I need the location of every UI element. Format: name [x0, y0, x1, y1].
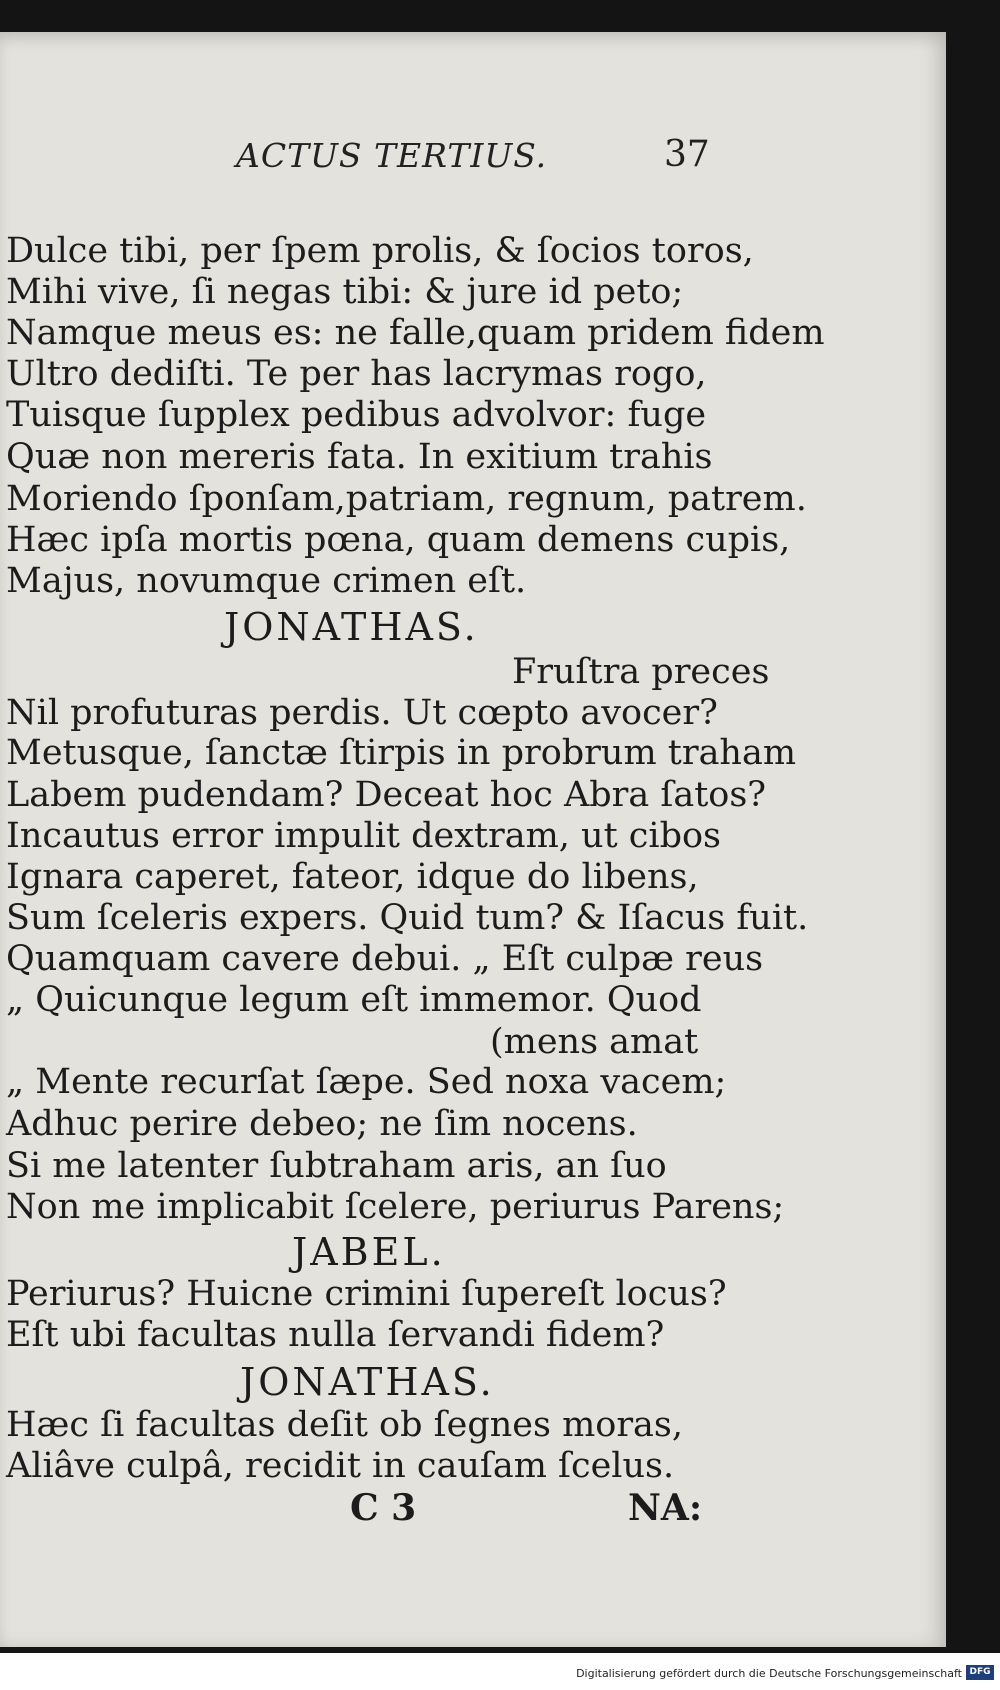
text-line: Sum ſceleris expers. Quid tum? & Iſacus fuit. — [6, 898, 809, 938]
running-title: ACTUS TERTIUS. — [236, 136, 548, 175]
text-line: Ignara caperet, fateor, idque do libens, — [6, 857, 699, 897]
text-line: Tuisque ſupplex pedibus advolvor: fuge — [6, 395, 707, 435]
text-line: Labem pudendam? Deceat hoc Abra ſatos? — [6, 775, 767, 815]
text-line: Quamquam cavere debui. „ Eſt culpæ reus — [6, 939, 764, 979]
text-line: Nil profuturas perdis. Ut cœpto avocer? — [6, 693, 718, 733]
text-line: Majus, novumque crimen eſt. — [6, 561, 527, 601]
text-line: Adhuc perire debeo; ne ſim nocens. — [6, 1104, 638, 1144]
speaker-name: JONATHAS. — [240, 1360, 495, 1404]
text-line: Non me implicabit ſcelere, periurus Parens; — [6, 1187, 785, 1227]
text-line: Moriendo ſponſam,patriam, regnum, patrem. — [6, 479, 807, 519]
text-line: Quæ non mereris fata. In exitium trahis — [6, 437, 713, 477]
text-line: Hæc ſi facultas deſit ob ſegnes moras, — [6, 1405, 684, 1445]
speaker-name: JABEL. — [292, 1230, 446, 1274]
text-line: Namque meus es: ne falle,quam pridem fidem — [6, 313, 825, 353]
text-line: Si me latenter ſubtraham aris, an ſuo — [6, 1146, 667, 1186]
dfg-logo-icon: DFG — [966, 1665, 994, 1680]
text-line: Aliâve culpâ, recidit in cauſam ſcelus. — [6, 1446, 675, 1486]
speaker-name: JONATHAS. — [224, 605, 479, 649]
text-line-right: (mens amat — [490, 1022, 699, 1062]
text-line: Mihi vive, ſi negas tibi: & jure id peto; — [6, 272, 684, 312]
signature-mark: C 3 — [350, 1487, 417, 1529]
text-line: Eſt ubi facultas nulla ſervandi fidem? — [6, 1315, 665, 1355]
funding-bar — [0, 1653, 1000, 1690]
text-line: Incautus error impulit dextram, ut cibos — [6, 816, 722, 856]
text-line: „ Mente recurſat ſæpe. Sed noxa vacem; — [6, 1062, 727, 1102]
funding-note: Digitalisierung gefördert durch die Deutsche Forschungsgemeinschaft — [576, 1667, 962, 1680]
text-line: Ultro dediſti. Te per has lacrymas rogo, — [6, 354, 707, 394]
text-line-right: Fruſtra preces — [512, 652, 770, 692]
text-line: Metusque, ſanctæ ſtirpis in probrum traham — [6, 733, 797, 773]
text-line: Periurus? Huicne crimini ſupereſt locus? — [6, 1274, 727, 1314]
text-line: Dulce tibi, per ſpem prolis, & ſocios toros, — [6, 231, 754, 271]
catchword: NA: — [628, 1487, 703, 1529]
book-page — [0, 32, 946, 1647]
text-line: „ Quicunque legum eſt immemor. Quod — [6, 980, 702, 1020]
page-number: 37 — [664, 134, 710, 175]
text-line: Hæc ipſa mortis pœna, quam demens cupis, — [6, 520, 791, 560]
